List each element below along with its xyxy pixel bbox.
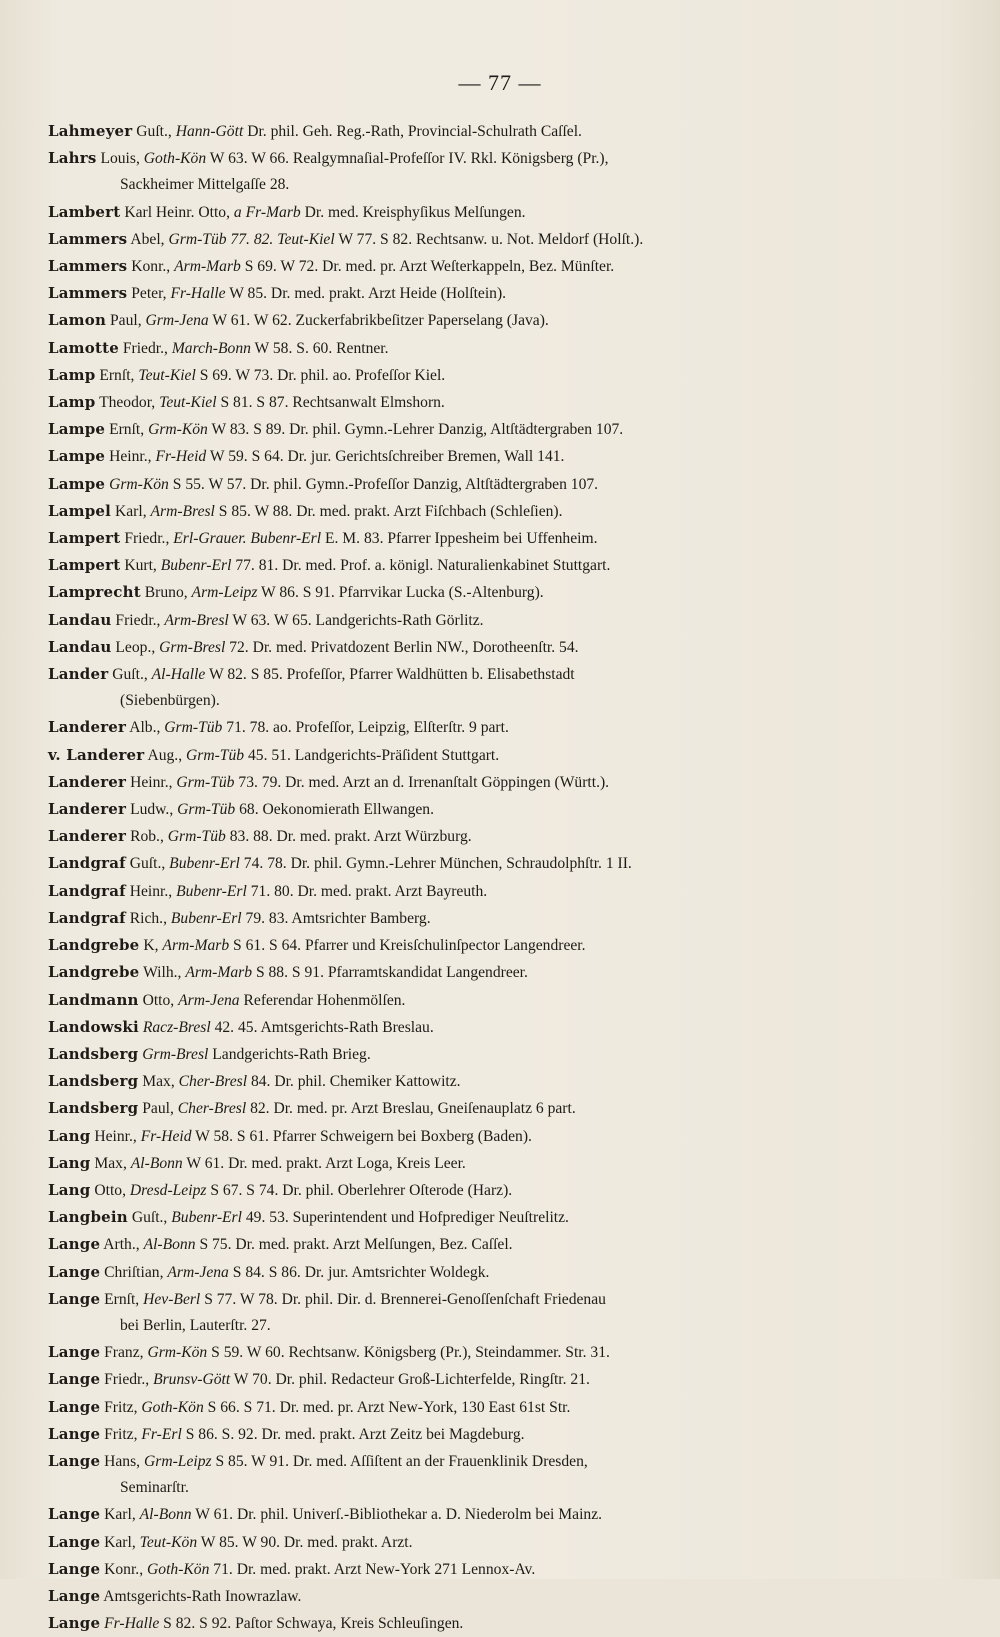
entry-list (48, 118, 948, 1637)
directory-entry (48, 1421, 948, 1448)
directory-entry (48, 634, 948, 661)
entry-given-name: Konr., (104, 1560, 144, 1578)
entry-details: S 77. W 78. Dr. phil. Dir. d. Brennerei-Genoſſenſchaft Friedenau (204, 1290, 606, 1308)
entry-given-name: Aug., (147, 746, 183, 764)
directory-entry (48, 525, 948, 552)
entry-continuation: Seminarſtr. (120, 1479, 189, 1497)
entry-fraternity: a Fr-Marb (233, 203, 301, 221)
directory-entry (48, 280, 948, 307)
entry-given-name: Karl, (104, 1533, 136, 1551)
directory-entry (48, 661, 948, 714)
directory-entry (48, 987, 948, 1014)
directory-entry (48, 307, 948, 334)
entry-details: 71. Dr. med. prakt. Arzt New-York 271 Lennox-Av. (213, 1560, 536, 1578)
directory-entry (48, 1231, 948, 1258)
entry-details: E. M. 83. Pfarrer Ippesheim bei Uffenheim. (324, 530, 598, 548)
entry-surname: Lammers (48, 257, 128, 276)
directory-entry (48, 1501, 948, 1528)
entry-surname: Lahmeyer (48, 122, 133, 140)
entry-fraternity: March-Bonn (171, 339, 251, 357)
entry-surname: Lampert (48, 529, 121, 548)
directory-entry (48, 1150, 948, 1177)
entry-surname: Lamprecht (48, 583, 141, 602)
entry-given-name: Franz, (104, 1344, 144, 1362)
directory-entry (48, 959, 948, 986)
directory-entry (48, 823, 948, 850)
entry-fraternity: Goth-Kön (141, 1398, 204, 1416)
entry-fraternity: Grm-Tüb (176, 773, 235, 791)
entry-surname: Lampel (48, 501, 112, 520)
entry-surname: Landgrebe (48, 936, 140, 955)
entry-fraternity: Grm-Tüb (167, 828, 226, 846)
entry-details: 42. 45. Amtsgerichts-Rath Breslau. (214, 1018, 434, 1036)
entry-given-name: Kurt, (124, 557, 157, 575)
entry-surname: Landerer (48, 718, 127, 737)
entry-given-name: Otto, (142, 991, 175, 1009)
entry-fraternity: Erl-Grauer. Bubenr-Erl (173, 530, 322, 548)
entry-details: S 67. S 74. Dr. phil. Oberlehrer Oſterode (Harz). (210, 1181, 513, 1199)
directory-entry (48, 335, 948, 362)
entry-surname: Landerer (48, 772, 127, 791)
directory-entry (48, 199, 948, 226)
directory-entry (48, 1259, 948, 1286)
entry-surname: Lange (48, 1424, 101, 1443)
directory-entry (48, 1529, 948, 1556)
entry-given-name: Paul, (109, 312, 142, 330)
entry-surname: Lange (48, 1235, 101, 1254)
entry-surname: Lamotte (48, 338, 119, 357)
entry-details: W 83. S 89. Dr. phil. Gymn.-Lehrer Danzig, Altſtädtergraben 107. (211, 421, 624, 439)
directory-entry (48, 850, 948, 877)
directory-entry (48, 1556, 948, 1583)
directory-entry (48, 443, 948, 470)
directory-entry (48, 1041, 948, 1068)
directory-entry (48, 1366, 948, 1393)
directory-entry (48, 1014, 948, 1041)
entry-details: W 63. W 66. Realgymnaſial-Profeſſor IV. Rkl. Königsberg (Pr.), (209, 150, 609, 168)
entry-fraternity: Fr-Halle (104, 1615, 160, 1633)
entry-given-name: Ernſt, (109, 421, 145, 439)
entry-fraternity: Bubenr-Erl (171, 1209, 242, 1227)
entry-given-name: Friedr., (115, 611, 161, 629)
entry-surname: Landerer (48, 827, 127, 846)
entry-fraternity: Grm-Bresl (159, 638, 226, 656)
entry-fraternity: Fr-Heid (155, 448, 207, 466)
entry-details: S 86. S. 92. Dr. med. prakt. Arzt Zeitz bei Magdeburg. (185, 1425, 525, 1443)
entry-fraternity: Brunsv-Gött (153, 1371, 231, 1389)
entry-given-name: Paul, (142, 1100, 174, 1118)
entry-details: S 59. W 60. Rechtsanw. Königsberg (Pr.), Steindammer. Str. 31. (211, 1344, 610, 1362)
entry-details: W 59. S 64. Dr. jur. Gerichtsſchreiber Bremen, Wall 141. (209, 448, 565, 466)
entry-details: 82. Dr. med. pr. Arzt Breslau, Gneiſenauplatz 6 part. (250, 1100, 576, 1118)
entry-surname: Lange (48, 1586, 101, 1605)
entry-details: 45. 51. Landgerichts-Präſident Stuttgart. (247, 746, 500, 764)
directory-entry (48, 878, 948, 905)
entry-fraternity: Al-Halle (151, 666, 206, 684)
entry-surname: Lammers (48, 284, 128, 303)
entry-given-name: Alb., (129, 719, 161, 737)
entry-surname: Lambert (48, 202, 121, 221)
entry-fraternity: Grm-Tüb (177, 801, 236, 819)
entry-given-name: Hans, (104, 1452, 141, 1470)
directory-entry (48, 118, 948, 145)
entry-details: S 82. S 92. Paſtor Schwaya, Kreis Schleuſingen. (163, 1615, 464, 1633)
entry-given-name: Heinr., (130, 773, 173, 791)
entry-given-name: Otto, (94, 1181, 126, 1199)
directory-entry (48, 579, 948, 606)
entry-fraternity: Grm-Leipz (143, 1452, 212, 1470)
entry-given-name: Max, (94, 1154, 127, 1172)
entry-details: S 66. S 71. Dr. med. pr. Arzt New-York, 130 East 61st Str. (207, 1398, 571, 1416)
entry-fraternity: Arm-Jena (167, 1263, 229, 1281)
directory-entry (48, 1068, 948, 1095)
entry-details: W 58. S. 60. Rentner. (254, 339, 389, 357)
entry-details: 71. 80. Dr. med. prakt. Arzt Bayreuth. (250, 882, 488, 900)
entry-surname: Lander (48, 665, 109, 684)
directory-entry (48, 1095, 948, 1122)
entry-details: W 70. Dr. phil. Redacteur Groß-Lichterfelde, Ringſtr. 21. (233, 1371, 590, 1389)
entry-given-name: Heinr., (94, 1127, 137, 1145)
entry-surname: Landgrebe (48, 963, 140, 982)
entry-surname: Lange (48, 1451, 101, 1470)
entry-fraternity: Arm-Bresl (150, 502, 215, 520)
entry-surname: Lampe (48, 474, 106, 493)
entry-surname: Lamp (48, 365, 96, 384)
entry-details: W 58. S 61. Pfarrer Schweigern bei Boxberg (Baden). (195, 1127, 532, 1145)
directory-entry (48, 607, 948, 634)
entry-details: W 77. S 82. Rechtsanw. u. Not. Meldorf (Holſt.). (338, 230, 644, 248)
directory-entry (48, 389, 948, 416)
entry-fraternity: Fr-Heid (140, 1127, 192, 1145)
entry-details: Landgerichts-Rath Brieg. (212, 1045, 371, 1063)
entry-given-name: Leop., (115, 638, 156, 656)
entry-given-name: Louis, (100, 150, 140, 168)
entry-details: Referendar Hohenmölſen. (243, 991, 406, 1009)
entry-fraternity: Arm-Marb (185, 964, 253, 982)
entry-details: S 85. W 88. Dr. med. prakt. Arzt Fiſchbach (Schleſien). (218, 502, 563, 520)
directory-entry (48, 1286, 948, 1339)
entry-details: S 84. S 86. Dr. jur. Amtsrichter Woldegk. (232, 1263, 490, 1281)
entry-surname: Landerer (48, 800, 127, 819)
entry-surname: Lange (48, 1370, 101, 1389)
entry-details: Dr. med. Kreisphyſikus Melſungen. (304, 203, 526, 221)
entry-fraternity: Grm-Kön (109, 475, 169, 493)
entry-fraternity: Arm-Jena (178, 991, 240, 1009)
directory-entry (48, 253, 948, 280)
entry-fraternity: Arm-Bresl (164, 611, 229, 629)
page-number: — 77 — (458, 70, 542, 95)
entry-surname: Landsberg (48, 1044, 139, 1063)
entry-fraternity: Teut-Kiel (159, 394, 217, 412)
entry-details: 84. Dr. phil. Chemiker Kattowitz. (250, 1073, 461, 1091)
entry-surname: Lange (48, 1343, 101, 1362)
entry-given-name: Peter, (131, 285, 167, 303)
entry-continuation: bei Berlin, Lauterſtr. 27. (120, 1316, 271, 1334)
entry-fraternity: Teut-Kiel (138, 366, 196, 384)
entry-surname: Lammers (48, 229, 128, 248)
entry-given-name: Rich., (129, 909, 167, 927)
entry-given-name: Rob., (130, 828, 164, 846)
entry-fraternity: Fr-Erl (141, 1425, 182, 1443)
entry-fraternity: Arm-Marb (174, 258, 241, 276)
entry-fraternity: Arm-Marb (162, 937, 230, 955)
entry-surname: Lange (48, 1397, 101, 1416)
directory-entry (48, 796, 948, 823)
entry-surname: Lang (48, 1126, 91, 1145)
entry-surname: Lampe (48, 447, 106, 466)
entry-given-name: Friedr., (122, 339, 168, 357)
directory-entry (48, 1177, 948, 1204)
directory-entry (48, 714, 948, 741)
entry-surname: Landmann (48, 990, 139, 1009)
entry-surname: Langbein (48, 1208, 128, 1227)
entry-details: S 75. Dr. med. prakt. Arzt Melſungen, Bez. Caſſel. (199, 1236, 513, 1254)
entry-fraternity: Goth-Kön (143, 150, 207, 168)
entry-surname: Landsberg (48, 1099, 139, 1118)
entry-details: S 85. W 91. Dr. med. Aſſiſtent an der Frauenklinik Dresden, (215, 1452, 588, 1470)
entry-surname: Lang (48, 1180, 91, 1199)
entry-surname: Lamon (48, 311, 107, 330)
entry-fraternity: Goth-Kön (147, 1560, 210, 1578)
directory-entry (48, 1339, 948, 1366)
entry-details: S 55. W 57. Dr. phil. Gymn.-Profeſſor Danzig, Altſtädtergraben 107. (172, 475, 599, 493)
entry-given-name: Guſt., (136, 123, 172, 140)
entry-given-name: Guſt., (131, 1209, 168, 1227)
entry-surname: Landgraf (48, 881, 126, 900)
entry-surname: v. Landerer (48, 745, 145, 764)
entry-fraternity: Grm-Jena (145, 312, 209, 330)
directory-entry (48, 742, 948, 769)
entry-fraternity: Dresd-Leipz (129, 1181, 207, 1199)
entry-given-name: Chriſtian, (104, 1263, 164, 1281)
entry-details: 68. Oekonomierath Ellwangen. (239, 801, 434, 819)
directory-entry (48, 1448, 948, 1501)
entry-given-name: Karl Heinr. Otto, (124, 203, 230, 221)
entry-given-name: K, (143, 937, 159, 955)
entry-given-name: Ernſt, (99, 366, 135, 384)
directory-entry (48, 471, 948, 498)
entry-fraternity: Grm-Kön (147, 1344, 208, 1362)
entry-details: 74. 78. Dr. phil. Gymn.-Lehrer München, Schraudolphſtr. 1 II. (243, 855, 632, 873)
directory-entry (48, 769, 948, 796)
entry-surname: Landgraf (48, 854, 126, 873)
entry-details: W 82. S 85. Profeſſor, Pfarrer Waldhütten b. Elisabethstadt (208, 666, 575, 684)
entry-fraternity: Al-Bonn (143, 1236, 196, 1254)
entry-details: W 63. W 65. Landgerichts-Rath Görlitz. (232, 611, 484, 629)
entry-details: W 85. Dr. med. prakt. Arzt Heide (Holſtein). (229, 285, 507, 303)
entry-details: 72. Dr. med. Privatdozent Berlin NW., Dorotheenſtr. 54. (229, 638, 579, 656)
entry-surname: Landau (48, 610, 112, 629)
directory-entry (48, 362, 948, 389)
directory-entry (48, 1123, 948, 1150)
entry-details: Amtsgerichts-Rath Inowrazlaw. (103, 1587, 302, 1605)
entry-given-name: Heinr., (129, 882, 173, 900)
entry-surname: Lange (48, 1505, 101, 1524)
entry-given-name: Konr., (131, 258, 171, 276)
entry-fraternity: Grm-Tüb 77. 82. Teut-Kiel (168, 230, 335, 248)
entry-details: S 88. S 91. Pfarramtskandidat Langendreer. (255, 964, 528, 982)
entry-details: W 86. S 91. Pfarrvikar Lucka (S.-Altenburg). (261, 584, 544, 602)
entry-details: S 69. W 72. Dr. med. pr. Arzt Weſterkappeln, Bez. Münſter. (244, 258, 615, 276)
entry-surname: Lange (48, 1289, 101, 1308)
entry-surname: Lahrs (48, 149, 97, 168)
entry-fraternity: Cher-Bresl (178, 1073, 248, 1091)
directory-entry (48, 1394, 948, 1421)
directory-entry (48, 226, 948, 253)
directory-entry (48, 1583, 948, 1610)
entry-surname: Lang (48, 1153, 91, 1172)
entry-surname: Landowski (48, 1017, 139, 1036)
entry-details: 73. 79. Dr. med. Arzt an d. Irrenanſtalt Göppingen (Württ.). (238, 773, 610, 791)
entry-details: Dr. phil. Geh. Reg.-Rath, Provincial-Schulrath Caſſel. (247, 123, 582, 140)
entry-fraternity: Grm-Tüb (164, 719, 223, 737)
entry-given-name: Wilh., (143, 964, 182, 982)
entry-details: S 69. W 73. Dr. phil. ao. Profeſſor Kiel. (199, 366, 446, 384)
entry-surname: Lange (48, 1559, 101, 1578)
entry-details: 83. 88. Dr. med. prakt. Arzt Würzburg. (229, 828, 472, 846)
entry-surname: Lange (48, 1262, 101, 1281)
entry-details: W 61. Dr. med. prakt. Arzt Loga, Kreis Leer. (186, 1154, 466, 1172)
entry-given-name: Karl, (104, 1506, 136, 1524)
entry-fraternity: Bubenr-Erl (169, 855, 240, 873)
entry-fraternity: Racz-Bresl (142, 1018, 211, 1036)
entry-given-name: Ernſt, (104, 1290, 140, 1308)
entry-fraternity: Al-Bonn (139, 1506, 192, 1524)
directory-entry (48, 416, 948, 443)
entry-surname: Lampert (48, 556, 121, 575)
directory-entry (48, 498, 948, 525)
entry-fraternity: Grm-Tüb (186, 746, 245, 764)
entry-fraternity: Al-Bonn (130, 1154, 183, 1172)
entry-details: W 61. Dr. phil. Univerſ.-Bibliothekar a. D. Niederolm bei Mainz. (195, 1506, 603, 1524)
entry-fraternity: Fr-Halle (170, 285, 226, 303)
entry-given-name: Heinr., (109, 448, 152, 466)
entry-given-name: Karl, (114, 502, 147, 520)
entry-surname: Landgraf (48, 908, 126, 927)
entry-fraternity: Cher-Bresl (177, 1100, 247, 1118)
entry-fraternity: Teut-Kön (139, 1533, 198, 1551)
entry-surname: Lange (48, 1532, 101, 1551)
entry-given-name: Fritz, (104, 1425, 138, 1443)
entry-given-name: Ludw., (130, 801, 174, 819)
entry-given-name: Abel, (130, 230, 165, 248)
directory-entry (48, 1610, 948, 1637)
entry-given-name: Guſt., (129, 855, 166, 873)
entry-fraternity: Grm-Bresl (142, 1045, 209, 1063)
entry-surname: Lampe (48, 420, 106, 439)
directory-entry (48, 905, 948, 932)
entry-given-name: Max, (142, 1073, 175, 1091)
directory-entry (48, 1204, 948, 1231)
entry-given-name: Friedr., (104, 1371, 150, 1389)
entry-details: 49. 53. Superintendent und Hofprediger Neuſtrelitz. (245, 1209, 569, 1227)
directory-entry (48, 552, 948, 579)
entry-fraternity: Grm-Kön (148, 421, 208, 439)
entry-continuation: (Siebenbürgen). (120, 692, 220, 710)
entry-surname: Landsberg (48, 1072, 139, 1091)
entry-fraternity: Bubenr-Erl (160, 557, 232, 575)
entry-surname: Lamp (48, 393, 96, 412)
entry-details: 71. 78. ao. Profeſſor, Leipzig, Elſterſtr. 9 part. (226, 719, 509, 737)
entry-surname: Lange (48, 1614, 101, 1633)
entry-continuation: Sackheimer Mittelgaſſe 28. (120, 176, 290, 194)
entry-details: W 85. W 90. Dr. med. prakt. Arzt. (200, 1533, 413, 1551)
directory-entry (48, 932, 948, 959)
entry-given-name: Guſt., (112, 666, 148, 684)
entry-fraternity: Arm-Leipz (191, 584, 258, 602)
entry-fraternity: Bubenr-Erl (170, 909, 242, 927)
entry-fraternity: Hev-Berl (143, 1290, 201, 1308)
entry-details: 77. 81. Dr. med. Prof. a. königl. Naturalienkabinet Stuttgart. (235, 557, 611, 575)
entry-given-name: Bruno, (144, 584, 188, 602)
entry-given-name: Friedr., (124, 530, 170, 548)
entry-given-name: Theodor, (99, 394, 156, 412)
entry-details: W 61. W 62. Zuckerfabrikbeſitzer Paperselang (Java). (212, 312, 549, 330)
directory-entry (48, 145, 948, 198)
entry-fraternity: Hann-Gött (175, 123, 244, 140)
entry-details: 79. 83. Amtsrichter Bamberg. (245, 909, 431, 927)
entry-details: S 61. S 64. Pfarrer und Kreisſchulinſpector Langendreer. (233, 937, 586, 955)
entry-given-name: Arth., (103, 1236, 140, 1254)
entry-surname: Landau (48, 637, 112, 656)
entry-fraternity: Bubenr-Erl (176, 882, 247, 900)
entry-details: S 81. S 87. Rechtsanwalt Elmshorn. (220, 394, 445, 412)
entry-given-name: Fritz, (104, 1398, 138, 1416)
